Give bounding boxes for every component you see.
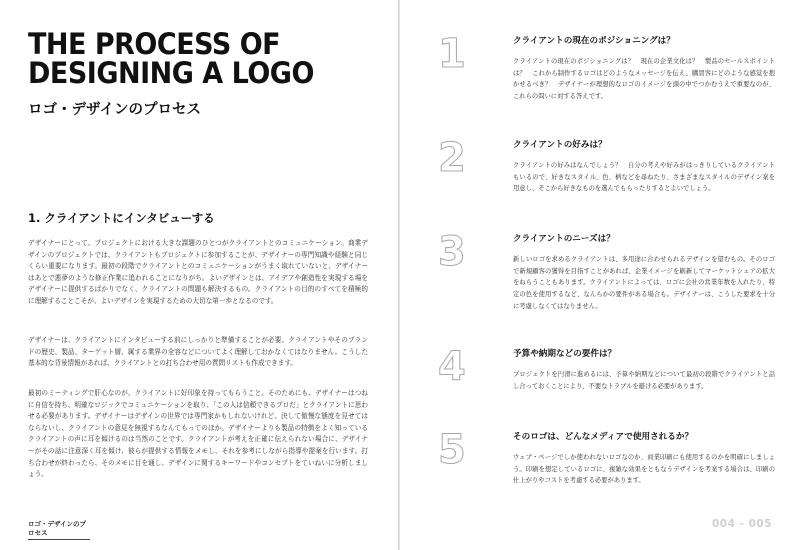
question-body: 新しいロゴを求めるクライアントは、多用途に合わせられるデザインを望むもの。そのロゴで新規顧客の獲得を目指すことがあれば、企業イメージを刷新してマーケットシェアの拡大をねらうこともあります。クライアントによっては、ロゴに会社の営業年数を入れたり、特定の色を使用するなど、なんらかの要件がある場合も。デザイナーは、こうした要求を十分に考慮しなくてはなりません。 — [513, 256, 775, 310]
question-item — [400, 344, 798, 437]
outlined-number: 5 — [438, 427, 466, 473]
body-paragraph: デザイナーにとって、プロジェクトにおける大きな課題のひとつがクライアントとのコミュニケーション。商業デザインのプロジェクトでは、クライアントもプロジェクトに参加することが、デザイナーの専門知識や経験と同じくらい重要になります。最初の段階でクライアントとのコミュニケーションがうまく取れていないと、デザイナーはあとで悪夢のような修正作業に追われることになりがち。よいデザインとは、アイデアや創造性を実現する場をデザイナーに提供するばかりでなく、クライアントの問題も解決するもの。クライアントの目的のすべてを積極的に理解することこそが、よいデザインを実現するための大切な第一歩となるのです。 — [28, 239, 368, 305]
outlined-number: 1 — [438, 31, 466, 77]
question-heading: クライアントの現在のポジショニングは？ — [513, 36, 675, 46]
outlined-number: 4 — [438, 344, 466, 390]
question-item — [400, 31, 798, 124]
question-body: ウェブ・ページでしか使われないロゴなのか、商業印刷にも使用するのかを明確にしましょう。印刷を想定しているロゴに、複雑な効果をともなうデザインを考案する場合は、印刷の仕上がりやコストを考慮する必要があります。 — [513, 454, 775, 485]
right-page — [400, 0, 798, 550]
body-paragraph: 最初のミーティングで肝心なのが、クライアントに好印象を持ってもらうこと。そのためにも、デザイナーはつねに自信を持ち、明確なロジックでコミュニケーションを取り、「この人は信頼できるプロだ」とクライアントに思わせる必要があります。デザイナーはデザインの世界では専門家かもしれないけれど、決して傲慢な態度を見せてはならないし、クライアントの意見を無視するなんてもってのほか。デザイナーよりも製品の特徴をよく知っているクライアントの声に耳を傾けるのは当然のことです。クライアントが考えを正確に伝えられない場合に、デザイナーがその話に注意深く耳を傾け、彼らが提供する情報をメモし、それを参考にしながら指導や提案を行います。打ち合わせが終わったら、そのメモに目を通し、デザインに関するキーワードやコンセプトをていねいに分析しましょう。 — [28, 389, 368, 479]
question-body: クライアントの現在のポジショニングは？ 現在の企業文化は？ 製品のセールスポイントは？ これから制作するロゴはどのようなメッセージを伝え、購買客にどのような感覚を抱かせるべき？ デザイナーが理想的なロゴのイメージを頭の中でつかむうえで重要なのが、これらの問いに対する答えです。 — [513, 58, 775, 101]
main-title: THE PROCESS OF DESIGNING A LOGO — [28, 27, 314, 91]
outlined-number: 3 — [438, 229, 466, 275]
question-heading: 予算や納期などの要件は？ — [513, 349, 617, 359]
outlined-number: 2 — [438, 135, 466, 181]
question-body: クライアントの好みはなんでしょう？ 自分の考えや好みがはっきりしているクライアントもいるので、好きなスタイル、色、柄などを尋ねたり、さまざまなスタイルのデザイン案を用意し、そこから好きなものを選んでもらったりするとよいでしょう。 — [513, 162, 775, 193]
subtitle: ロゴ・デザインのプロセス — [28, 102, 201, 118]
body-paragraph: デザイナーは、クライアントにインタビューする前にしっかりと準備することが必要。クライアントやそのブランドの歴史、製品、ターゲット層、属する業界の全容などについてよく理解しておかなくてはなりません。こうした基本的な背景情報があれば、クライアントとの打ち合わせ用の質問リストも作成できます。 — [28, 336, 368, 368]
question-item — [400, 229, 798, 322]
question-heading: クライアントのニーズは？ — [513, 234, 615, 244]
question-body: プロジェクトを円滑に進めるには、予算や納期などについて最初の段階でクライアントと話し合っておくことにより、不要なトラブルを避ける必要があります。 — [513, 371, 775, 390]
question-item — [400, 135, 798, 228]
section-heading: 1. クライアントにインタビューする — [28, 211, 215, 225]
question-heading: クライアントの好みは？ — [513, 140, 607, 150]
left-page — [0, 0, 398, 550]
question-heading: そのロゴは、どんなメディアで使用されるか？ — [513, 432, 694, 442]
running-footer-label: ロゴ・デザインのプロセス — [28, 519, 90, 540]
question-item — [400, 427, 798, 520]
page-numbers: 004 - 005 — [711, 518, 772, 530]
